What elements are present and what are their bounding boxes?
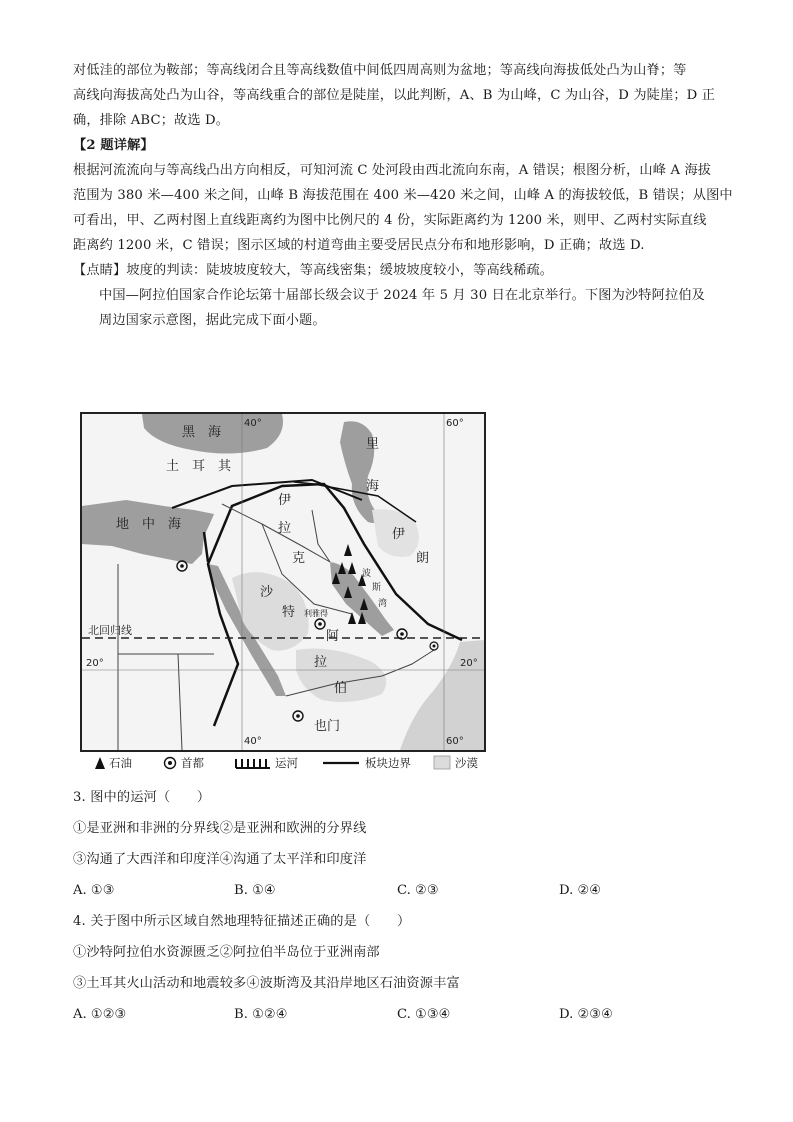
turkey-label: 土 耳 其 [166,459,232,474]
canal-legend-icon [235,756,271,770]
black-sea-label: 黑 海 [182,425,222,440]
capital-icon [177,561,187,571]
canal-line [204,532,208,562]
q4-option-c[interactable]: C. ①③④ [397,1007,451,1022]
iraq-label: 伊 [278,493,292,508]
capital-icon [315,619,325,629]
country-border [178,654,182,750]
q3-option-d[interactable]: D. ②④ [559,883,602,898]
paragraph1-line: 确，排除 ABC；故选 D。 [73,113,230,128]
q4-option-a[interactable]: A. ①②③ [73,1007,127,1022]
paragraph2-line: 范围为 380 米—400 米之间，山峰 B 海拔范围在 400 米—420 米之间，山峰 A 的海拔较低，B 错误；从图中 [73,188,733,203]
saudi-label: 特 [282,605,296,620]
capital-icon [430,642,438,650]
yemen-label: 也门 [314,719,341,734]
paragraph2-line: 距离约 1200 米，C 错误；图示区域的村道弯曲主要受居民点分布和地形影响，D 正确；故选 D. [73,238,645,253]
q3-option-b[interactable]: B. ①④ [234,883,276,898]
legend-canal-label: 运河 [275,756,298,770]
q3-option-a[interactable]: A. ①③ [73,883,115,898]
oil-legend-icon [93,756,107,770]
arabian-sea-shape [400,640,484,750]
intro-line: 周边国家示意图，据此完成下面小题。 [99,313,326,328]
saudi-label: 沙 [260,585,274,600]
saudi-label: 阿 [326,629,340,644]
q3-option-c[interactable]: C. ②③ [397,883,439,898]
oil-icon [344,544,352,556]
legend-capital-label: 首都 [181,756,204,770]
map-svg [82,414,484,750]
map-figure [80,412,486,752]
saudi-label: 拉 [314,655,328,670]
section-heading: 【2 题详解】 [73,138,154,153]
lon-label-60-top: 60° [446,418,464,429]
questions [73,785,733,1027]
q4-statement: ③土耳其火山活动和地震较多④波斯湾及其沿岸地区石油资源丰富 [73,976,460,991]
legend-desert-label: 沙漠 [455,756,478,770]
q3-options [73,878,733,903]
paragraph1-line: 对低洼的部位为鞍部；等高线闭合且等高线数值中间低四周高则为盆地；等高线向海拔低处凸为山脊；等 [73,63,687,78]
q3-statement: ①是亚洲和非洲的分界线②是亚洲和欧洲的分界线 [73,821,367,836]
gulf-label: 湾 [378,599,388,609]
oil-icon [348,612,356,624]
desert-legend-icon [433,755,451,770]
country-border [222,504,330,562]
paragraph2-line: 根据河流流向与等高线凸出方向相反，可知河流 C 处河段由西北流向东南，A 错误；根图分析，山峰 A 海拔 [73,163,712,178]
iran-label: 朗 [416,551,430,566]
q4-stem: 4. 关于图中所示区域自然地理特征描述正确的是（ ） [73,914,411,929]
lon-label-40-bottom: 40° [244,736,262,747]
caspian-label: 海 [366,479,380,494]
legend-oil-label: 石油 [109,756,132,770]
mediterranean-shape [82,500,214,564]
q4-statement: ①沙特阿拉伯水资源匮乏②阿拉伯半岛位于亚洲南部 [73,945,380,960]
saudi-label: 伯 [334,681,348,696]
map-legend [93,752,493,774]
lon-label-60-bottom: 60° [446,736,464,747]
gulf-label: 斯 [372,583,382,593]
capital-icon [293,711,303,721]
riyadh-label: 利雅得 [304,609,328,618]
tip-line: 【点睛】坡度的判读：陡坡坡度较大，等高线密集；缓坡坡度较小，等高线稀疏。 [73,263,554,278]
caspian-label: 里 [366,437,380,452]
q3-stem: 3. 图中的运河（ ） [73,790,211,805]
lon-label-40-top: 40° [244,418,262,429]
q3-statement: ③沟通了大西洋和印度洋④沟通了太平洋和印度洋 [73,852,367,867]
iraq-label: 克 [292,551,306,566]
oil-icon [348,562,356,574]
legend-plate-label: 板块边界 [365,756,411,770]
paragraph2-line: 可看出，甲、乙两村图上直线距离约为图中比例尺的 4 份，实际距离约为 1200 米，则甲、乙两村实际直线 [73,213,707,228]
q4-option-d[interactable]: D. ②③④ [559,1007,613,1022]
capital-legend-icon [163,756,177,770]
paragraph1-line: 高线向海拔高处凸为山谷，等高线重合的部位是陡崖，以此判断，A、B 为山峰，C 为山谷，D 为陡崖；D 正 [73,88,716,103]
lat-label-20-right: 20° [460,658,478,669]
tropic-label: 北回归线 [88,624,132,637]
country-border [312,510,330,562]
mediterranean-label: 地 中 海 [116,517,182,532]
q4-options [73,1002,733,1027]
lat-label-20-left: 20° [86,658,104,669]
document-page [73,58,733,333]
iraq-label: 拉 [278,521,292,536]
gulf-label: 波 [362,569,372,579]
iran-label: 伊 [392,527,406,542]
q4-option-b[interactable]: B. ①②④ [234,1007,288,1022]
plate-legend-icon [321,756,361,770]
intro-line: 中国—阿拉伯国家合作论坛第十届部长级会议于 2024 年 5 月 30 日在北京举行。下图为沙特阿拉伯及 [99,288,705,303]
